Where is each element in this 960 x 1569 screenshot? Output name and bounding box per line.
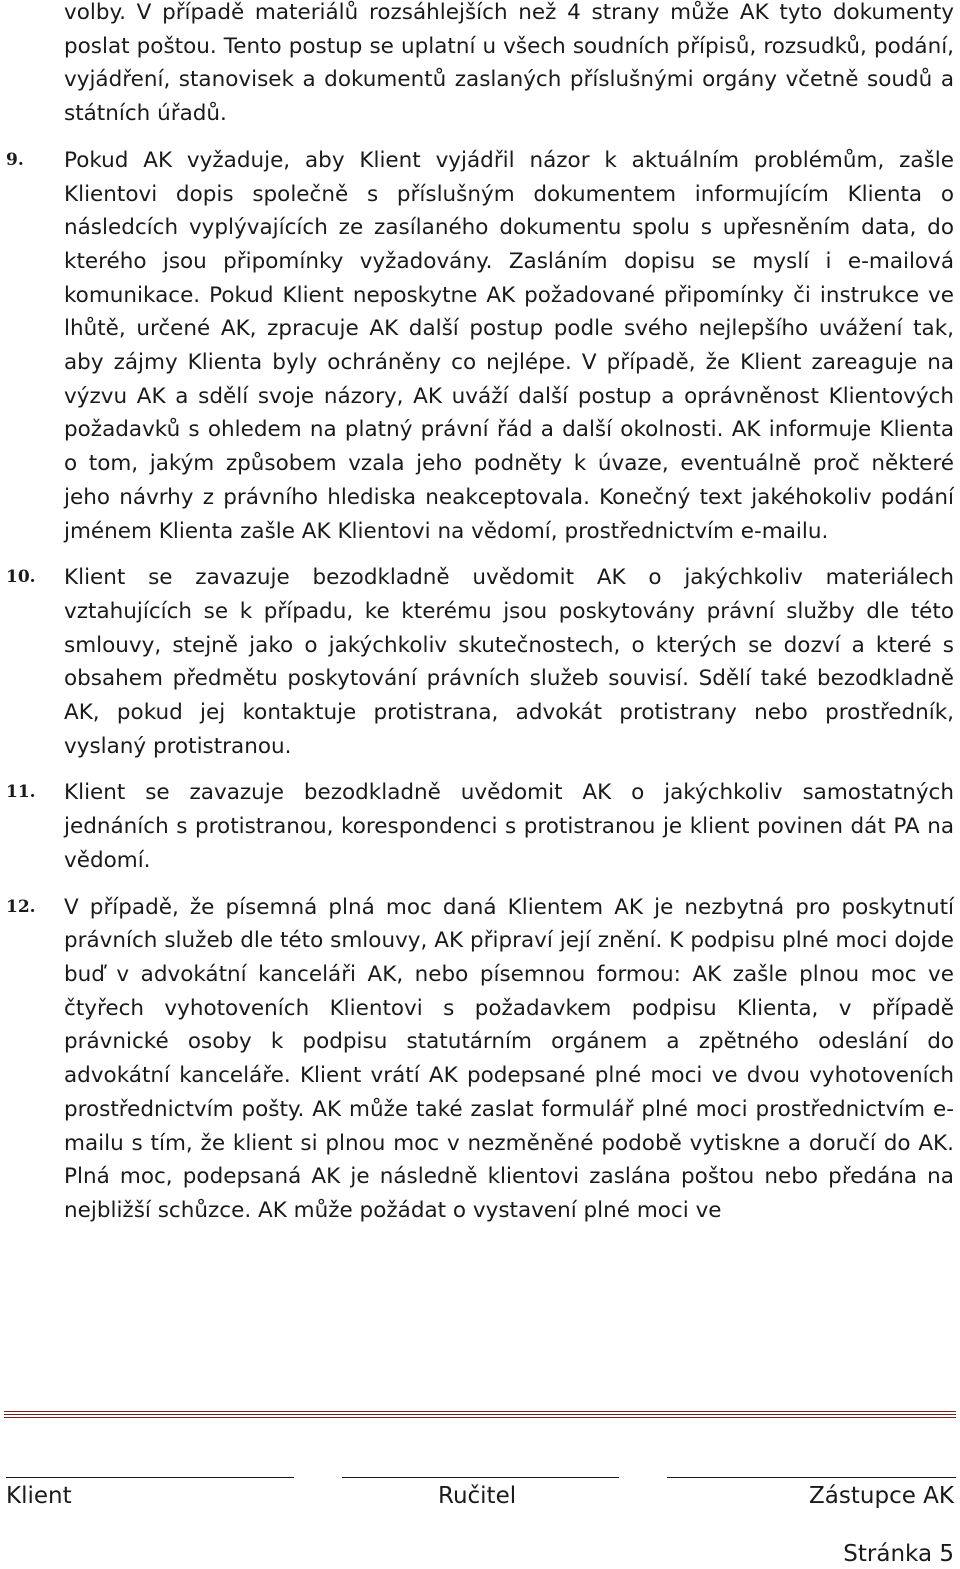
page-number: Stránka 5 bbox=[843, 1541, 954, 1567]
footer-rule bbox=[4, 1417, 956, 1418]
signature-line-representative bbox=[667, 1477, 956, 1478]
signature-label-client: Klient bbox=[6, 1483, 72, 1509]
clause-11 bbox=[0, 776, 960, 877]
clause-number: 9. bbox=[6, 149, 24, 170]
signature-label-representative: Zástupce AK bbox=[809, 1483, 954, 1509]
footer-rule bbox=[4, 1411, 956, 1412]
clause-10 bbox=[0, 561, 960, 763]
signature-line-guarantor bbox=[342, 1477, 619, 1478]
clause-text: Klient se zavazuje bezodkladně uvědomit AK o jakýchkoliv samostatných jednáních s protistranou, korespondenci s protistranou je klient povinen dát PA na vědomí. bbox=[64, 780, 954, 873]
clause-number: 10. bbox=[6, 567, 36, 588]
clause-9 bbox=[0, 144, 960, 548]
clause-number: 12. bbox=[6, 896, 36, 917]
paragraph-continuation bbox=[0, 0, 960, 131]
clause-text: Klient se zavazuje bezodkladně uvědomit AK o jakýchkoliv materiálech vztahujících se k případu, ke kterému jsou poskytovány právní služby dle této smlouvy, stejně jako o jakýchkoliv skutečnostech, o kterých se dozví a které s obsahem předmětu poskytování právních služeb souvisí. Sdělí také bezodkladně AK, pokud jej kontaktuje protistrana, advokát protistrany nebo prostředník, vyslaný protistranou. bbox=[64, 565, 954, 759]
clause-number: 11. bbox=[6, 782, 36, 803]
clause-12 bbox=[0, 891, 960, 1228]
footer-rule bbox=[4, 1414, 956, 1415]
paragraph-text: volby. V případě materiálů rozsáhlejších než 4 strany může AK tyto dokumenty poslat poštou. Tento postup se uplatní u všech soudních přípisů, rozsudků, podání, vyjádření, stanovisek a dokumentů zaslaných příslušnými orgány včetně soudů a státních úřadů. bbox=[64, 0, 954, 127]
clause-text: Pokud AK vyžaduje, aby Klient vyjádřil názor k aktuálním problémům, zašle Klientovi dopis společně s příslušným dokumentem informujícím Klienta o následcích vyplývajících ze zasílaného dokumentu spolu s upřesněním data, do kterého jsou připomínky vyžadovány. Zasláním dopisu se myslí i e-mailová komunikace. Pokud Klient neposkytne AK požadované připomínky či instrukce ve lhůtě, určené AK, zpracuje AK další postup podle svého nejlepšího uvážení tak, aby zájmy Klienta byly ochráněny co nejlépe. V případě, že Klient zareaguje na výzvu AK a sdělí svoje názory, AK uváží další postup a oprávněnost Klientových požadavků s ohledem na platný právní řád a další okolnosti. AK informuje Klienta o tom, jakým způsobem vzala jeho podněty k úvaze, eventuálně proč některé jeho návrhy z právního hlediska neakceptovala. Konečný text jakéhokoliv podání jménem Klienta zašle AK Klientovi na vědomí, prostřednictvím e-mailu. bbox=[64, 147, 954, 544]
signature-label-guarantor: Ručitel bbox=[438, 1483, 517, 1509]
signature-line-client bbox=[6, 1477, 294, 1478]
clause-text: V případě, že písemná plná moc daná Klientem AK je nezbytná pro poskytnutí právních služeb dle této smlouvy, AK připraví její znění. K podpisu plné moci dojde buď v advokátní kanceláři AK, nebo písemnou formou: AK zašle plnou moc ve čtyřech vyhotoveních Klientovi s požadavkem podpisu Klienta, v případě právnické osoby k podpisu statutárním orgánem a zpětného odeslání do advokátní kanceláře. Klient vrátí AK podepsané plné moci ve dvou vyhotoveních prostřednictvím pošty. AK může také zaslat formulář plné moci prostřednictvím e-mailu s tím, že klient si plnou moc v nezměněné podobě vytiskne a doručí do AK. Plná moc, podepsaná AK je následně klientovi zaslána poštou nebo předána na nejbližší schůzce. AK může požádat o vystavení plné moci ve bbox=[64, 894, 954, 1223]
